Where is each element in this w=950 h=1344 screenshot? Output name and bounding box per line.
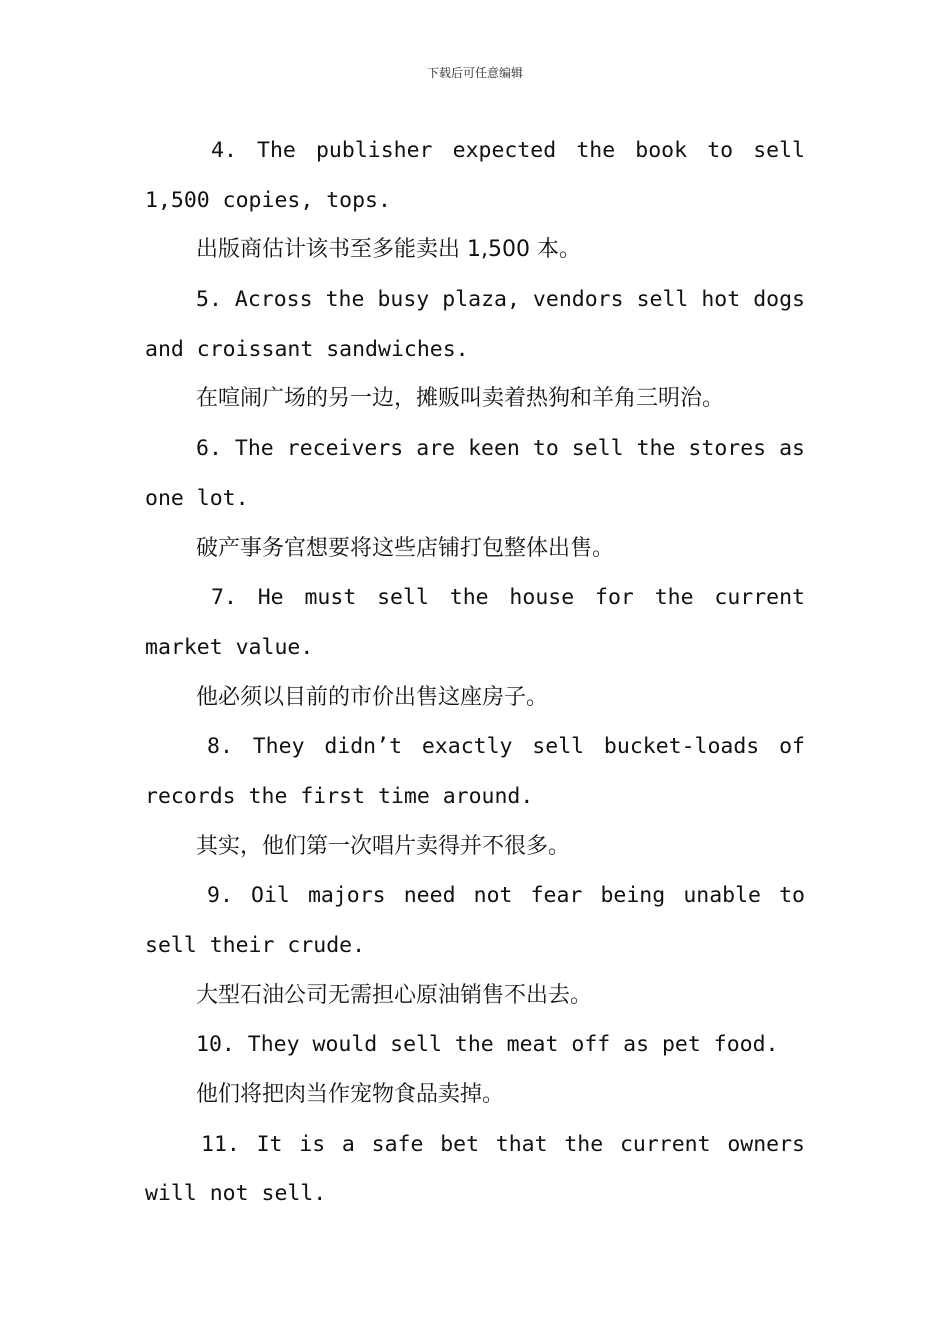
example-8-english-cont: records the first time around. [145,783,534,809]
example-7-english: 7. He must sell the house for the current [211,585,805,611]
example-6-chinese: 破产事务官想要将这些店铺打包整体出售。 [196,535,615,561]
example-4-chinese: 出版商估计该书至多能卖出 1,500 本。 [196,237,581,263]
example-6-english-cont: one lot. [145,485,249,511]
example-11-english-cont: will not sell. [145,1181,327,1207]
example-4-english-cont: 1,500 copies, tops. [145,187,391,213]
example-10-chinese: 他们将把肉当作宠物食品卖掉。 [196,1082,505,1108]
page-header: 下载后可任意编辑 [426,66,523,80]
example-6-english: 6. The receivers are keen to sell the stores as [196,436,805,462]
example-7-english-cont: market value. [145,634,314,660]
example-5-english-cont: and croissant sandwiches. [145,336,469,362]
example-7-chinese: 他必须以目前的市价出售这座房子。 [196,684,549,710]
example-5-english: 5. Across the busy plaza, vendors sell hot dogs [196,287,805,313]
example-5-chinese: 在喧闹广场的另一边，摊贩叫卖着热狗和羊角三明治。 [196,386,725,412]
example-11-english: 11. It is a safe bet that the current owners [201,1131,805,1157]
example-9-english-cont: sell their crude. [145,933,366,958]
example-8-chinese: 其实，他们第一次唱片卖得并不很多。 [196,833,571,859]
example-9-chinese: 大型石油公司无需担心原油销售不出去。 [196,982,593,1008]
example-8-english: 8. They didn’t exactly sell bucket-loads of [207,734,805,760]
document-body [145,126,805,1219]
example-10-english: 10. They would sell the meat off as pet food. [196,1032,779,1058]
example-4-english: 4. The publisher expected the book to sell [211,138,805,163]
example-9-english: 9. Oil majors need not fear being unable to [207,883,805,909]
